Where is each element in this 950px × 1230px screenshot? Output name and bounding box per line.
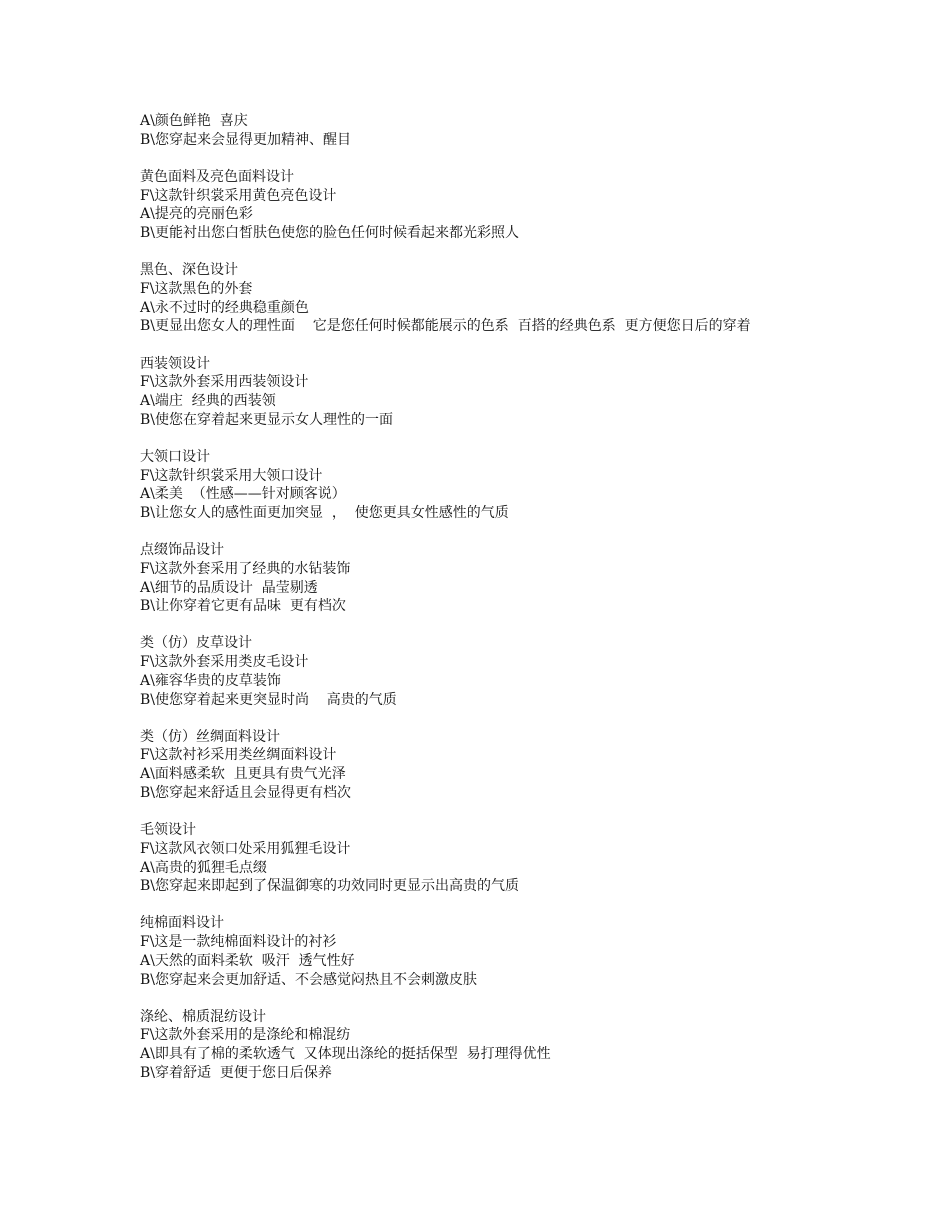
block-line: F\这款针织裳采用黄色亮色设计 xyxy=(140,187,337,204)
document-page xyxy=(140,112,820,1101)
text-block-1 xyxy=(140,112,820,149)
block-line: B\更能衬出您白皙肤色使您的脸色任何时候看起来都光彩照人 xyxy=(140,225,520,242)
block-line: A\雍容华贵的皮草装饰 xyxy=(140,672,281,689)
block-line: F\这款风衣领口处采用狐狸毛设计 xyxy=(140,840,351,857)
block-line: B\让你穿着它更有品味 更有档次 xyxy=(140,598,346,615)
text-block-3 xyxy=(140,261,820,336)
block-line: A\天然的面料柔软 吸汗 透气性好 xyxy=(140,952,355,969)
block-line: A\面料感柔软 且更具有贵气光泽 xyxy=(140,766,346,783)
block-heading: 纯棉面料设计 xyxy=(140,915,224,932)
text-block-8 xyxy=(140,728,820,803)
text-block-2 xyxy=(140,168,820,243)
block-line: B\您穿起来舒适且会显得更有档次 xyxy=(140,784,352,801)
block-heading: 毛领设计 xyxy=(140,822,196,839)
block-heading: 黑色、深色设计 xyxy=(140,262,238,279)
text-block-7 xyxy=(140,634,820,709)
block-line: B\让您女人的感性面更加突显 ， 使您更具女性感性的气质 xyxy=(140,504,509,521)
text-block-10 xyxy=(140,914,820,989)
block-line: B\穿着舒适 更便于您日后保养 xyxy=(140,1064,332,1081)
text-block-5 xyxy=(140,448,820,523)
block-heading: 类（仿）皮草设计 xyxy=(140,635,252,652)
block-line: A\颜色鲜艳 喜庆 xyxy=(140,113,248,129)
text-block-11 xyxy=(140,1008,820,1083)
text-block-9 xyxy=(140,821,820,896)
block-heading: 黄色面料及亮色面料设计 xyxy=(140,168,294,185)
block-line: B\更显出您女人的理性面 它是您任何时候都能展示的色系 百搭的经典色系 更方便您日后的穿着 xyxy=(140,318,751,335)
block-line: F\这是一款纯棉面料设计的衬衫 xyxy=(140,934,337,951)
block-line: B\您穿起来会显得更加精神、醒目 xyxy=(140,131,352,148)
block-heading: 类（仿）丝绸面料设计 xyxy=(140,728,280,745)
block-line: F\这款外套采用西装领设计 xyxy=(140,374,309,391)
block-line: A\端庄 经典的西装领 xyxy=(140,392,276,409)
block-heading: 点缀饰品设计 xyxy=(140,542,224,559)
block-line: F\这款黑色的外套 xyxy=(140,280,253,297)
block-heading: 涤纶、棉质混纺设计 xyxy=(140,1008,266,1025)
block-heading: 西装领设计 xyxy=(140,355,210,372)
block-line: F\这款针织裳采用大领口设计 xyxy=(140,467,323,484)
block-line: F\这款外套采用类皮毛设计 xyxy=(140,654,309,671)
text-block-6 xyxy=(140,541,820,616)
block-line: F\这款外套采用了经典的水钻装饰 xyxy=(140,560,351,577)
block-line: B\使您穿着起来更突显时尚 高贵的气质 xyxy=(140,691,397,708)
block-line: A\细节的品质设计 晶莹剔透 xyxy=(140,579,318,596)
block-line: B\使您在穿着起来更显示女人理性的一面 xyxy=(140,411,394,428)
text-block-4 xyxy=(140,355,820,430)
block-line: A\即具有了棉的柔软透气 又体现出涤纶的挺括保型 易打理得优性 xyxy=(140,1046,551,1063)
block-line: A\永不过时的经典稳重颜色 xyxy=(140,299,309,316)
block-line: B\您穿起来会更加舒适、不会感觉闷热且不会刺激皮肤 xyxy=(140,971,478,988)
block-heading: 大领口设计 xyxy=(140,448,210,465)
block-line: A\提亮的亮丽色彩 xyxy=(140,206,253,223)
block-line: F\这款外套采用的是涤纶和棉混纺 xyxy=(140,1027,351,1044)
block-line: A\柔美 （性感——针对顾客说） xyxy=(140,486,346,503)
block-line: A\高贵的狐狸毛点缀 xyxy=(140,859,267,876)
block-line: F\这款衬衫采用类丝绸面料设计 xyxy=(140,747,337,764)
block-line: B\您穿起来即起到了保温御寒的功效同时更显示出高贵的气质 xyxy=(140,878,520,895)
